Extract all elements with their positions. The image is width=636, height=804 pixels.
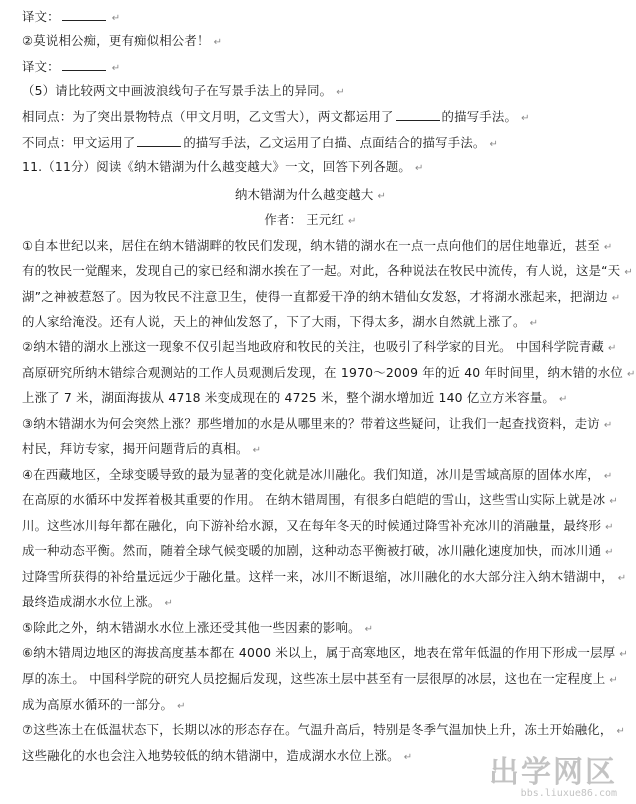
line-text: 最终造成湖水水位上涨。: [22, 594, 161, 609]
answer-blank: [62, 8, 106, 21]
paragraph-return-icon: ↵: [213, 37, 223, 48]
line-text: 川。这些冰川每年都在融化，向下游补给水源，又在每年冬天的时候通过降雪补充冰川的消融量，最终形: [22, 518, 602, 533]
line-text: ②纳木错的湖水上涨这一现象不仅引起当地政府和牧民的关注，也吸引了科学家的目光。 中国科学院青藏: [22, 339, 605, 354]
line-text: 厚的冻土。 中国科学院的研究人员挖掘后发现，这些冻土层中甚至有一层很厚的冰层，这也在一定程度上: [22, 671, 606, 686]
paragraph-return-icon: ↵: [605, 522, 614, 533]
paragraph-return-icon: ↵: [489, 139, 499, 150]
text-line: [22, 441, 607, 459]
text-line: [22, 467, 613, 485]
text-line: [22, 492, 618, 510]
text-line: [22, 645, 628, 663]
paragraph-return-icon: ↵: [624, 267, 633, 278]
text-line: [22, 518, 614, 536]
line-text: ①自本世纪以来，居住在纳木错湖畔的牧民们发现，纳木错的湖水在一点一点向他们的居住地靠近，甚至: [22, 238, 600, 253]
line-text: 11.（11分）阅读《纳木错湖为什么越变越大》一文，回答下列各题。: [22, 159, 412, 174]
paragraph-return-icon: ↵: [177, 701, 186, 712]
answer-blank: [62, 58, 106, 71]
paragraph-return-icon: ↵: [603, 242, 613, 253]
text-line: [22, 58, 607, 77]
line-text: 村民，拜访专家，揭开问题背后的真相。: [22, 441, 249, 456]
text-line: [22, 569, 627, 587]
line-text: 湖”之神被惹怒了。因为牧民不注意卫生，使得一直都爱干净的纳木错仙女发怒，才将湖水涨起来，把湖边: [22, 289, 608, 304]
text-line: [22, 390, 607, 408]
line-text: 这些融化的水也会注入地势较低的纳木错湖中，造成湖水水位上涨。: [22, 748, 400, 763]
line-text: 不同点：甲文运用了: [22, 135, 136, 150]
text-line: [22, 314, 607, 332]
paragraph-return-icon: ↵: [364, 624, 374, 635]
answer-blank: [396, 108, 440, 121]
line-text: 过降雪所获得的补给量远远少于融化量。这样一来，冰川不断退缩，冰川融化的水大部分注入纳木错湖中，: [22, 569, 614, 584]
paragraph-return-icon: ↵: [616, 726, 626, 737]
paragraph-return-icon: ↵: [521, 113, 530, 124]
text-line: [22, 289, 621, 307]
text-line: [22, 594, 607, 612]
line-text: ③纳木错湖水为何会突然上涨？那些增加的水是从哪里来的？带着这些疑问，让我们一起查找资料，走访: [22, 416, 600, 431]
line-text: 作者： 王元红: [264, 212, 345, 227]
line-text: 在高原的水循环中发挥着极其重要的作用。 在纳木错周围，有很多白皑皑的雪山，这些雪山实际上就是冰: [22, 492, 606, 507]
line-text: 译文：: [22, 59, 60, 74]
text-line: [22, 416, 613, 434]
paragraph-return-icon: ↵: [111, 13, 121, 24]
paragraph-return-icon: ↵: [559, 394, 568, 405]
paragraph-return-icon: ↵: [605, 547, 614, 558]
line-text-after-blank: 的描写手法。: [441, 109, 518, 124]
line-text: ④在西藏地区，全球变暖导致的最为显著的变化就是冰川融化。我们知道，冰川是雪域高原的固体水库，: [22, 467, 600, 482]
paragraph-return-icon: ↵: [415, 163, 424, 174]
line-text: 相同点：为了突出景物特点（甲文月明，乙文雪大），两文都运用了: [22, 109, 394, 124]
line-text-after-blank: 的描写手法，乙文运用了白描、点面结合的描写手法。: [183, 135, 486, 150]
line-text: ⑦这些冻土在低温状态下，长期以冰的形态存在。气温升高后，特别是冬季气温加快上升，冻土开始融化，: [22, 722, 613, 737]
text-line: [22, 620, 607, 638]
text-line: [22, 134, 607, 153]
paragraph-return-icon: ↵: [603, 471, 613, 482]
line-text: 有的牧民一觉醒来，发现自己的家已经和湖水挨在了一起。对此，各种说法在牧民中流传，有人说，这是“天: [22, 263, 621, 278]
line-text: ⑥纳木错周边地区的海拔高度基本都在 4000 米以上，属于高寒地区，地表在常年低温的作用下形成一层厚: [22, 645, 616, 660]
watermark-url: bbs.liuxue86.com: [520, 788, 617, 799]
paragraph-return-icon: ↵: [609, 496, 618, 507]
text-line: [22, 543, 614, 561]
text-line: [22, 33, 607, 51]
paragraph-return-icon: ↵: [377, 191, 387, 202]
line-text: 高原研究所纳木错综合观测站的工作人员观测后发现，在 1970～2009 年的近 40 年时间里，纳木错的水位: [22, 365, 624, 380]
paragraph-return-icon: ↵: [611, 293, 621, 304]
line-text: 上涨了 7 米，湖面海拔从 4718 米变成现在的 4725 米，整个湖水增加近 140 亿立方米容量。: [22, 390, 556, 405]
line-text: 译文：: [22, 9, 60, 24]
paragraph-return-icon: ↵: [348, 216, 357, 227]
text-line: [22, 238, 613, 256]
paragraph-return-icon: ↵: [617, 573, 627, 584]
paragraph-return-icon: ↵: [627, 369, 636, 380]
line-text: 纳木错湖为什么越变越大: [234, 187, 374, 202]
text-line: [22, 263, 633, 281]
paragraph-return-icon: ↵: [111, 63, 121, 74]
text-line: [22, 671, 618, 689]
text-line: [22, 697, 607, 715]
paragraph-return-icon: ↵: [164, 598, 174, 609]
text-line: [22, 722, 626, 740]
paragraph-return-icon: ↵: [529, 318, 539, 329]
text-line: [22, 159, 607, 177]
watermark-logo: 出学网区: [489, 755, 617, 790]
line-text: 成一种动态平衡。然而，随着全球气候变暖的加剧，这种动态平衡被打破，冰川融化速度加快，而冰川通: [22, 543, 602, 558]
paragraph-return-icon: ↵: [403, 752, 413, 763]
paragraph-return-icon: ↵: [609, 675, 618, 686]
line-text: 的人家给淹没。还有人说，天上的神仙发怒了，下了大雨，下得太多，湖水自然就上涨了。: [22, 314, 526, 329]
paragraph-return-icon: ↵: [603, 420, 613, 431]
line-text: 成为高原水循环的一部分。: [22, 697, 174, 712]
line-text: ②莫说相公痴，更有痴似相公者！: [22, 33, 210, 48]
text-line: [22, 8, 607, 27]
text-line: [22, 365, 636, 383]
text-line: [22, 83, 607, 101]
article-heading-line: [0, 187, 621, 205]
line-text: （5）请比较两文中画波浪线句子在写景手法上的异同。: [22, 83, 333, 98]
paragraph-return-icon: ↵: [619, 649, 628, 660]
watermark: [489, 755, 617, 800]
text-line: [22, 108, 607, 127]
paragraph-return-icon: ↵: [252, 445, 262, 456]
line-text: ⑤除此之外，纳木错湖水水位上涨还受其他一些因素的影响。: [22, 620, 361, 635]
paragraph-return-icon: ↵: [608, 343, 617, 354]
paragraph-return-icon: ↵: [336, 87, 345, 98]
answer-blank: [137, 134, 181, 147]
text-line: [22, 339, 617, 357]
article-heading-line: [0, 212, 621, 230]
